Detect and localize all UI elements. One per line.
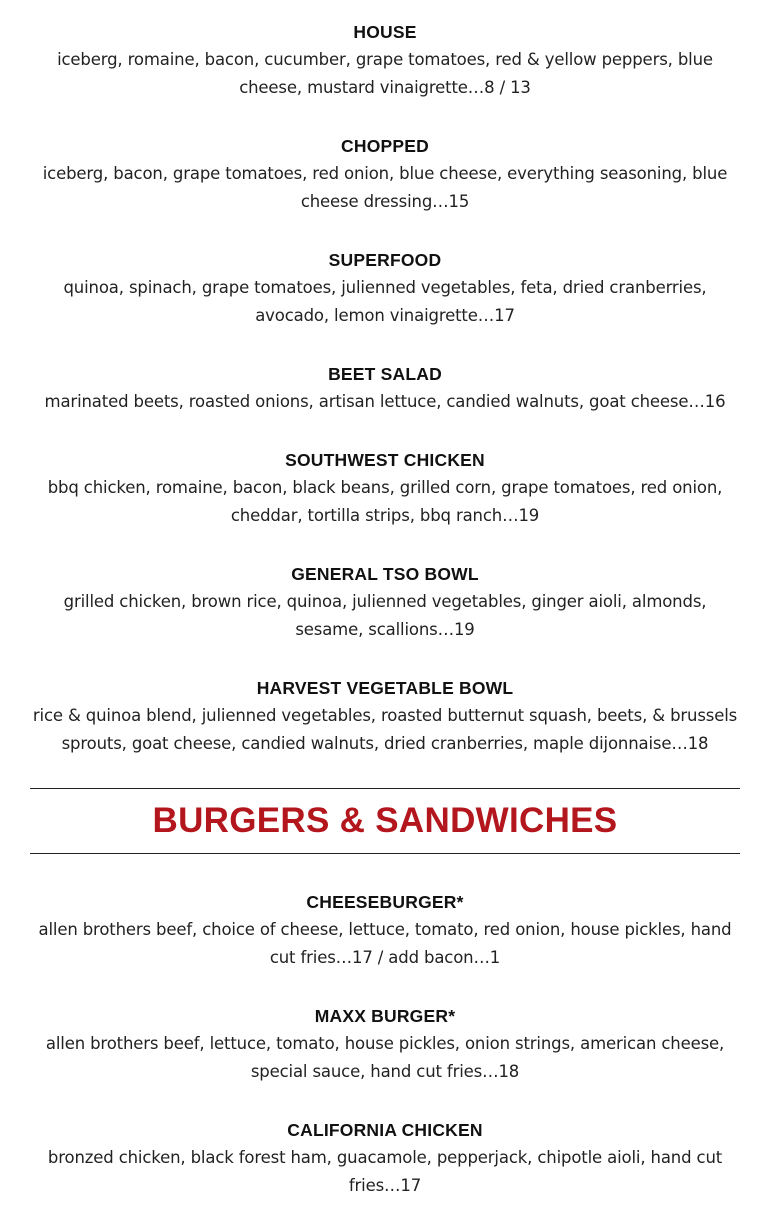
item-name: SOUTHWEST CHICKEN: [285, 450, 485, 470]
menu-item-house: [30, 18, 740, 102]
menu-item-southwest-chicken: [30, 446, 740, 530]
item-description: allen brothers beef, choice of cheese, lettuce, tomato, red onion, house pickles, hand cut fries…17 / add bacon…1: [38, 920, 732, 967]
item-description: grilled chicken, brown rice, quinoa, julienned vegetables, ginger aioli, almonds, sesame, scallions…19: [63, 592, 707, 639]
item-name: HOUSE: [353, 22, 417, 42]
menu-item-general-tso-bowl: [30, 560, 740, 644]
item-name: CALIFORNIA CHICKEN: [287, 1120, 483, 1140]
item-description: iceberg, romaine, bacon, cucumber, grape tomatoes, red & yellow peppers, blue cheese, mustard vinaigrette…8 / 13: [57, 50, 713, 97]
menu-item-maxx-burger: [30, 1002, 740, 1086]
item-description: bbq chicken, romaine, bacon, black beans, grilled corn, grape tomatoes, red onion, cheddar, tortilla strips, bbq ranch…19: [47, 478, 723, 525]
item-description: marinated beets, roasted onions, artisan lettuce, candied walnuts, goat cheese…16: [44, 392, 726, 411]
item-description: rice & quinoa blend, julienned vegetables, roasted butternut squash, beets, & brussels sprouts, goat cheese, candied walnuts, dried cranberries, maple dijonnaise…18: [32, 706, 738, 753]
menu-item-beet-salad: [30, 360, 740, 416]
item-name: GENERAL TSO BOWL: [291, 564, 479, 584]
item-name: CHEESEBURGER*: [306, 892, 464, 912]
section-title: BURGERS & SANDWICHES: [152, 801, 618, 840]
menu-item-harvest-vegetable-bowl: [30, 674, 740, 758]
section-header-burgers: [30, 788, 740, 854]
item-name: SUPERFOOD: [328, 250, 442, 270]
item-description: bronzed chicken, black forest ham, guacamole, pepperjack, chipotle aioli, hand cut fries…17: [47, 1148, 723, 1195]
item-name: CHOPPED: [341, 136, 429, 156]
item-description: iceberg, bacon, grape tomatoes, red onion, blue cheese, everything seasoning, blue cheese dressing…15: [42, 164, 728, 211]
item-name: HARVEST VEGETABLE BOWL: [256, 678, 514, 698]
item-description: quinoa, spinach, grape tomatoes, julienned vegetables, feta, dried cranberries, avocado, lemon vinaigrette…17: [63, 278, 707, 325]
item-description: allen brothers beef, lettuce, tomato, house pickles, onion strings, american cheese, special sauce, hand cut fries…18: [45, 1034, 725, 1081]
menu-item-cheeseburger: [30, 888, 740, 972]
menu-item-chopped: [30, 132, 740, 216]
item-name: MAXX BURGER*: [314, 1006, 456, 1026]
menu-item-superfood: [30, 246, 740, 330]
menu-item-california-chicken: [30, 1116, 740, 1200]
item-name: BEET SALAD: [328, 364, 442, 384]
